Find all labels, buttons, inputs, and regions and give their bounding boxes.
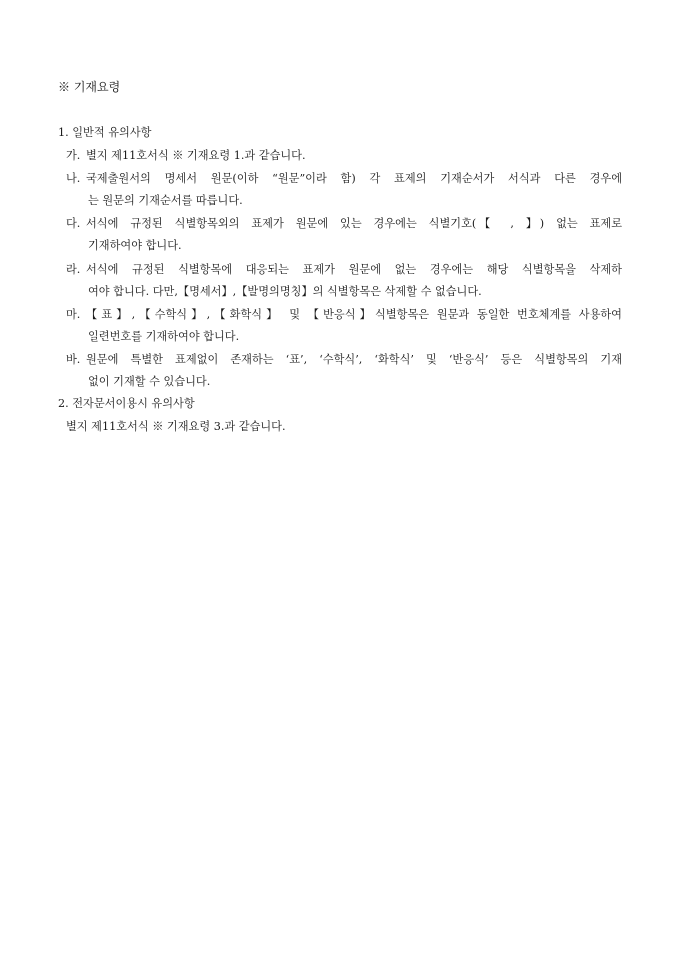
notes-title: ※ 기재요령 (58, 80, 121, 94)
item-ga-marker: 가. (66, 149, 81, 162)
item-ra-line1: 서식에 규정된 식별항목에 대응되는 표제가 원문에 없는 경우에는 해당 식별항목을 삭제하 (86, 263, 622, 276)
item-na-line2: 는 원문의 기재순서를 따릅니다. (88, 194, 243, 207)
item-ba-line1: 원문에 특별한 표제없이 존재하는 ‘표’, ‘수학식’, ‘화학식’ 및 ‘반응식’ 등은 식별항목의 기재 (86, 353, 622, 366)
item-da-marker: 다. (66, 217, 81, 230)
item-ma-line2: 일련번호를 기재하여야 합니다. (88, 330, 240, 343)
section2-body: 별지 제11호서식 ※ 기재요령 3.과 같습니다. (66, 420, 286, 433)
item-ba-line2: 없이 기재할 수 있습니다. (88, 375, 211, 388)
item-na-marker: 나. (66, 172, 81, 185)
section1-heading: 1. 일반적 유의사항 (58, 126, 152, 139)
item-ma-marker: 마. (66, 308, 81, 321)
section2-heading: 2. 전자문서이용시 유의사항 (58, 397, 195, 410)
item-na-line1: 국제출원서의 명세서 원문(이하 “원문”이라 함) 각 표제의 기재순서가 서식과 다른 경우에 (86, 172, 622, 185)
item-ra-marker: 라. (66, 263, 81, 276)
item-ma-line1: 【표】,【수학식】,【화학식】 및 【반응식】식별항목은 원문과 동일한 번호체계를 사용하여 (86, 308, 622, 321)
item-da-line2: 기재하여야 합니다. (88, 239, 182, 252)
item-ba-marker: 바. (66, 353, 81, 366)
item-da-line1: 서식에 규정된 식별항목외의 표제가 원문에 있는 경우에는 식별기호(【 , 】) 없는 표제로 (86, 217, 622, 230)
item-ga-text: 별지 제11호서식 ※ 기재요령 1.과 같습니다. (86, 149, 306, 162)
item-ra-line2: 여야 합니다. 다만,【명세서】,【발명의명칭】의 식별항목은 삭제할 수 없습니다. (88, 285, 482, 298)
